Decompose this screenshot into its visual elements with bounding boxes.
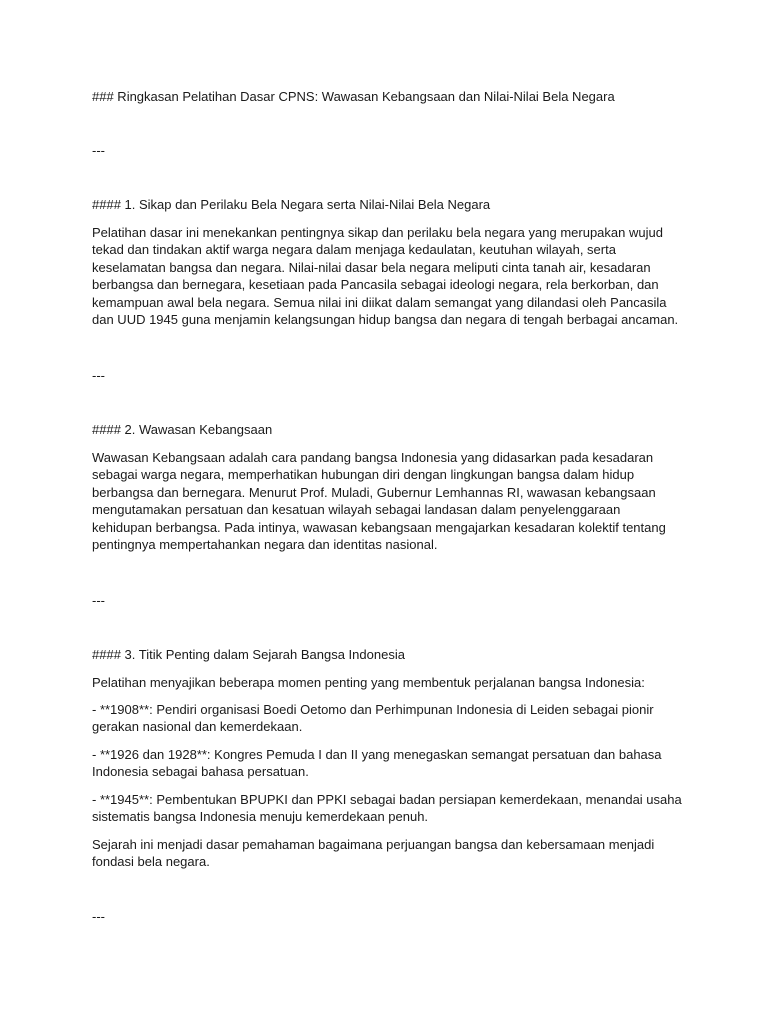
list-item-line: - **1945**: Pembentukan BPUPKI dan PPKI sebagai badan persiapan kemerdekaan, menandai usaha — [92, 792, 682, 807]
paragraph-line: kemampuan awal bela negara. Semua nilai ini diikat dalam semangat yang dilandasi oleh Pancasila — [92, 294, 667, 310]
paragraph-line: tekad dan tindakan aktif warga negara dalam menjaga kedaulatan, keutuhan wilayah, serta — [92, 242, 616, 258]
section-3-intro: Pelatihan menyajikan beberapa momen penting yang membentuk perjalanan bangsa Indonesia: — [92, 675, 645, 690]
paragraph-line: Wawasan Kebangsaan adalah cara pandang bangsa Indonesia yang didasarkan pada kesadaran — [92, 450, 654, 465]
section-1-paragraph — [92, 224, 682, 328]
paragraph-line: keselamatan bangsa dan negara. Nilai-nilai dasar bela negara meliputi cinta tanah air, kesadaran — [92, 259, 651, 275]
separator: --- — [92, 909, 105, 924]
paragraph-line: kehidupan berbangsa. Pada intinya, wawasan kebangsaan mengajarkan kesadaran kolektif tentang — [92, 519, 666, 535]
paragraph-line: mengutamakan persatuan dan kesatuan wilayah sebagai landasan dalam penyelenggaraan — [92, 502, 621, 518]
paragraph-line: Pelatihan dasar ini menekankan pentingnya sikap dan perilaku bela negara yang merupakan wujud — [92, 225, 663, 240]
list-item-line: - **1926 dan 1928**: Kongres Pemuda I dan II yang menegaskan semangat persatuan dan bahasa — [92, 747, 662, 762]
section-2-paragraph — [92, 449, 682, 553]
section-1-heading: #### 1. Sikap dan Perilaku Bela Negara serta Nilai-Nilai Bela Negara — [92, 197, 491, 212]
separator: --- — [92, 143, 105, 158]
document-title: ### Ringkasan Pelatihan Dasar CPNS: Wawasan Kebangsaan dan Nilai-Nilai Bela Negara — [92, 89, 615, 104]
paragraph-line: dan UUD 1945 guna menjamin kelangsungan hidup bangsa dan negara di tengah berbagai ancaman. — [92, 312, 679, 328]
list-item — [92, 791, 682, 826]
paragraph-line: fondasi bela negara. — [92, 854, 210, 870]
section-2-heading: #### 2. Wawasan Kebangsaan — [92, 422, 273, 437]
list-item — [92, 746, 682, 781]
list-item-line: Indonesia sebagai bahasa persatuan. — [92, 764, 309, 780]
paragraph-line: berbangsa dan bernegara. Menurut Prof. Muladi, Gubernur Lemhannas RI, wawasan kebangsaan — [92, 484, 656, 500]
paragraph-line: Sejarah ini menjadi dasar pemahaman bagaimana perjuangan bangsa dan kebersamaan menjadi — [92, 837, 655, 852]
paragraph-line: pentingnya mempertahankan negara dan identitas nasional. — [92, 537, 438, 553]
separator: --- — [92, 368, 105, 383]
list-item — [92, 701, 682, 736]
paragraph-line: berbangsa dan bernegara, kesetiaan pada Pancasila sebagai ideologi negara, rela berkorban, dan — [92, 277, 659, 293]
list-item-line: sistematis bangsa Indonesia menuju kemerdekaan penuh. — [92, 809, 429, 825]
section-3-closing — [92, 836, 682, 871]
separator: --- — [92, 593, 105, 608]
paragraph-line: sebagai warga negara, memperhatikan hubungan diri dengan lingkungan bangsa dalam hidup — [92, 467, 635, 483]
list-item-line: gerakan nasional dan kemerdekaan. — [92, 719, 303, 735]
section-3-heading: #### 3. Titik Penting dalam Sejarah Bangsa Indonesia — [92, 647, 405, 662]
list-item-line: - **1908**: Pendiri organisasi Boedi Oetomo dan Perhimpunan Indonesia di Leiden sebagai pionir — [92, 702, 654, 717]
